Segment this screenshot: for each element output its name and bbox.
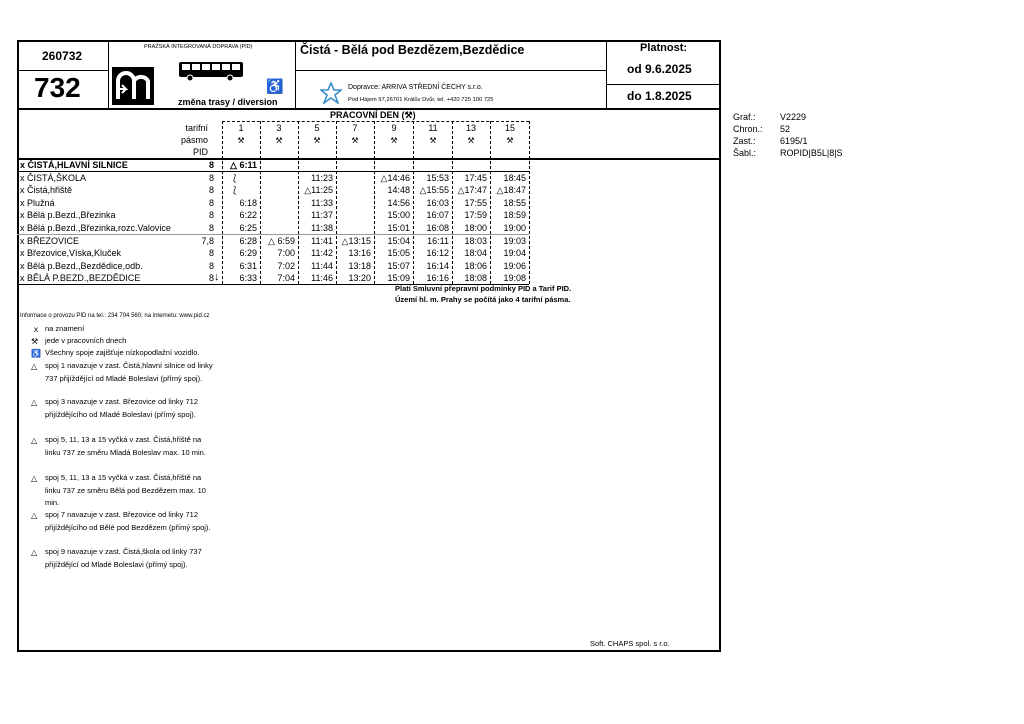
table-header-divider — [17, 158, 721, 160]
departure-time: △ 6:59 — [268, 236, 295, 246]
note-text: spoj 1 navazuje v zast. Čistá,hlavní silnice od linky 737 přijíždějící od Mladé Boleslavi (přímý spoj). — [45, 361, 213, 383]
departure-time: 6:18 — [239, 198, 257, 208]
departure-time: 11:41 — [311, 236, 333, 246]
departure-time: 11:44 — [311, 261, 333, 271]
line-id-sep — [17, 70, 108, 71]
departure-time: 11:37 — [311, 210, 333, 220]
stop-name: x Bělá p.Bezd.,Bezdědice,odb. — [20, 261, 143, 271]
stop-name: x Čistá,hřiště — [20, 185, 73, 195]
trip-workday-icon: ⚒ — [237, 136, 245, 145]
meta-key: Zast.: — [733, 136, 756, 146]
departure-time: 11:42 — [311, 248, 333, 258]
departure-time: 16:03 — [426, 198, 449, 208]
departure-time: 15:07 — [387, 261, 410, 271]
departure-time: 18:00 — [464, 223, 487, 233]
departure-time: △18:47 — [496, 185, 526, 195]
trip-workday-icon: ⚒ — [390, 136, 398, 145]
stop-zone: 8 — [208, 173, 214, 183]
trip-number: 11 — [428, 123, 438, 133]
operator-logo-icon — [320, 82, 342, 104]
departure-time: △14:46 — [380, 173, 410, 183]
stop-zone: 8 — [208, 248, 214, 258]
end-arrow-icon: ↓ — [214, 271, 220, 283]
note-text: spoj 7 navazuje v zast. Březovice od linky 712 přijíždějícího od Bělé pod Bezdězem (přímý spoj). — [45, 510, 211, 532]
departure-time: 18:59 — [503, 210, 526, 220]
trip-number: 1 — [238, 123, 244, 133]
zone-header-3: PID — [192, 147, 208, 157]
bus-icon — [178, 60, 244, 82]
trip-number: 13 — [465, 123, 476, 133]
trip-workday-icon: ⚒ — [429, 136, 437, 145]
departure-time: 11:33 — [311, 198, 333, 208]
legend-text-workday: jede v pracovních dnech — [45, 336, 127, 345]
pid-logo-icon — [112, 67, 154, 105]
stop-name: x Plužná — [20, 198, 55, 208]
departure-time: △17:47 — [457, 185, 487, 195]
diversion-note: změna trasy / diversion — [178, 97, 278, 107]
departure-time: 18:03 — [464, 236, 487, 246]
trip-workday-icon: ⚒ — [506, 136, 514, 145]
column-separator — [490, 121, 491, 284]
trip-workday-icon: ⚒ — [313, 136, 321, 145]
departure-time: 6:25 — [239, 223, 257, 233]
stop-name: x BŘEZOVICE — [20, 236, 80, 246]
departure-time: 19:00 — [503, 223, 526, 233]
departure-time: 16:16 — [426, 273, 449, 283]
departure-time: △11:25 — [304, 185, 333, 195]
departure-time: 15:01 — [387, 223, 410, 233]
departure-time: 6:22 — [239, 210, 257, 220]
day-header: PRACOVNÍ DEN (⚒) — [330, 110, 416, 120]
departure-time: 6:33 — [239, 273, 257, 283]
validity-sep — [606, 84, 721, 85]
departure-time: 17:55 — [464, 198, 487, 208]
legend-text-lowfloor: Všechny spoje zajišťuje nízkopodlažní vozidlo. — [45, 348, 200, 357]
line-id: 260732 — [42, 49, 83, 63]
note-text: spoj 5, 11, 13 a 15 vyčká v zast. Čistá,hřiště na linku 737 ze směru Mladá Boleslav max. 10 min. — [45, 435, 206, 457]
meta-key: Chron.: — [733, 124, 763, 134]
stop-zone: 8 — [208, 223, 214, 233]
note-triangle-icon: △ — [31, 548, 38, 557]
departure-time: 14:48 — [387, 185, 410, 195]
departure-time: 17:59 — [464, 210, 487, 220]
departure-time: 11:23 — [311, 173, 333, 183]
wheelchair-icon: ♿ — [266, 78, 284, 94]
info-line: Informace o provozu PID na tel.: 234 704 560; na internetu: www.pid.cz — [20, 313, 210, 319]
legend-symbol-workday-icon: ⚒ — [31, 337, 39, 346]
stop-zone: 8 — [208, 273, 214, 283]
header-sep-1 — [108, 40, 109, 108]
departure-time: 13:16 — [348, 248, 371, 258]
departure-time: 7:02 — [277, 261, 295, 271]
column-separator — [260, 121, 261, 284]
departure-time: △15:55 — [419, 185, 449, 195]
operator-address: Pod Hájem 97,26701 Králův Dvůr, tel. +420 725 100 725 — [348, 97, 494, 103]
departure-time: 15:04 — [387, 236, 410, 246]
column-separator — [374, 121, 375, 284]
departure-time: 15:00 — [387, 210, 410, 220]
departure-time: 15:09 — [387, 273, 410, 283]
departure-time: 16:08 — [426, 223, 449, 233]
note-text: spoj 3 navazuje v zast. Březovice od linky 712 přijíždějícího od Mladé Boleslavi (přímý spoj). — [45, 397, 198, 419]
column-separator — [413, 121, 414, 284]
departure-time: 6:29 — [239, 248, 257, 258]
departure-time: ⟅ — [233, 185, 237, 195]
meta-key: Graf.: — [733, 112, 756, 122]
network-name: PRAŽSKÁ INTEGROVANÁ DOPRAVA (PID) — [144, 44, 253, 50]
line-number: 732 — [34, 72, 81, 103]
departure-time: 18:45 — [503, 173, 526, 183]
note-triangle-icon: △ — [31, 511, 38, 520]
trip-number: 7 — [352, 123, 358, 133]
zone-header-2: pásmo — [180, 135, 208, 145]
meta-value: 52 — [780, 124, 791, 134]
departure-time: 15:05 — [387, 248, 410, 258]
departure-time: 16:07 — [426, 210, 449, 220]
legend-symbol-x: x — [34, 325, 38, 334]
route-title: Čistá - Bělá pod Bezdězem,Bezdědice — [300, 43, 525, 57]
valid-to: do 1.8.2025 — [627, 89, 692, 103]
departure-time: 19:08 — [503, 273, 526, 283]
operator-name: Dopravce: ARRIVA STŘEDNÍ ČECHY s.r.o. — [348, 84, 483, 91]
note-triangle-icon: △ — [31, 362, 38, 371]
zone-header-1: tarifní — [185, 123, 208, 133]
departure-time: △ 6:11 — [230, 160, 257, 170]
title-sep — [295, 70, 606, 71]
departure-time: 13:18 — [348, 261, 371, 271]
departure-time: 18:06 — [464, 261, 487, 271]
departure-time: 18:08 — [464, 273, 487, 283]
note-text: spoj 9 navazuje v zast. Čistá,škola od linky 737 přijíždějící od Mladé Boleslavi (přímý spoj). — [45, 547, 202, 569]
valid-from: od 9.6.2025 — [627, 62, 692, 76]
trip-number: 9 — [391, 123, 397, 133]
departure-time: 19:03 — [503, 236, 526, 246]
note-triangle-icon: △ — [31, 474, 38, 483]
stop-name: x BĚLÁ P.BEZD.,BEZDĚDICE — [20, 273, 141, 283]
departure-time: 6:31 — [239, 261, 257, 271]
meta-value: 6195/1 — [780, 136, 808, 146]
departure-time: 15:53 — [426, 173, 449, 183]
departure-time: 16:14 — [426, 261, 449, 271]
note-triangle-icon: △ — [31, 398, 38, 407]
day-header-line — [222, 121, 529, 122]
departure-time: 6:28 — [239, 236, 257, 246]
stop-zone: 8 — [208, 198, 214, 208]
departure-time: 11:38 — [311, 223, 333, 233]
column-separator — [529, 121, 530, 284]
note-triangle-icon: △ — [31, 436, 38, 445]
trip-workday-icon: ⚒ — [467, 136, 475, 145]
header-sep-3 — [606, 40, 607, 108]
stop-zone: 8 — [208, 160, 214, 170]
trip-number: 5 — [314, 123, 320, 133]
departure-time: 19:06 — [503, 261, 526, 271]
footer-software: Soft. CHAPS spol. s r.o. — [590, 639, 670, 648]
meta-key: Šabl.: — [733, 148, 757, 158]
validity-label: Platnost: — [640, 42, 688, 54]
trip-workday-icon: ⚒ — [275, 136, 283, 145]
departure-time: 7:00 — [277, 248, 295, 258]
departure-time: 18:04 — [464, 248, 487, 258]
legend-symbol-wheelchair-icon: ♿ — [31, 349, 41, 358]
header-sep-2 — [295, 40, 296, 108]
trip-number: 15 — [504, 123, 515, 133]
departure-time: 19:04 — [503, 248, 526, 258]
departure-time: 14:56 — [387, 198, 410, 208]
departure-time: 11:46 — [311, 273, 333, 283]
tariff-line-1: Platí Smluvní přepravní podmínky PID a Tarif PID. — [395, 284, 572, 293]
departure-time: 13:20 — [348, 273, 371, 283]
departure-time: 18:55 — [503, 198, 526, 208]
stop-name: x ČISTÁ,HLAVNÍ SILNICE — [20, 160, 128, 170]
row-divider-brezovice — [17, 234, 529, 235]
meta-value: ROPID|B5L|8|S — [780, 148, 843, 158]
departure-time: ⟅ — [233, 173, 237, 183]
departure-time: 17:45 — [464, 173, 487, 183]
departure-time: 16:12 — [426, 248, 449, 258]
stop-name: x Bělá p.Bezd.,Březinka — [20, 210, 116, 220]
departure-time: 16:11 — [427, 236, 449, 246]
departure-time: △13:15 — [341, 236, 371, 246]
column-separator — [336, 121, 337, 284]
tariff-line-2: Území hl. m. Prahy se počítá jako 4 tarifní pásma. — [395, 295, 571, 304]
stop-zone: 8 — [208, 185, 214, 195]
stop-zone: 7,8 — [201, 236, 214, 246]
stop-zone: 8 — [208, 261, 214, 271]
stop-name: x Březovice,Víska,Kluček — [20, 248, 122, 258]
trip-number: 3 — [276, 123, 282, 133]
stop-name: x ČISTÁ,ŠKOLA — [20, 173, 87, 183]
note-text: spoj 5, 11, 13 a 15 vyčká v zast. Čistá,hřiště na linku 737 ze směru Bělá pod Bezdězem max. 10 min. — [45, 473, 206, 508]
stop-name: x Bělá p.Bezd.,Březinka,rozc.Valovice — [20, 223, 171, 233]
trip-workday-icon: ⚒ — [351, 136, 359, 145]
legend-text-x: na znamení — [45, 324, 85, 333]
first-row-divider — [17, 171, 529, 172]
meta-value: V2229 — [780, 112, 807, 122]
stop-zone: 8 — [208, 210, 214, 220]
departure-time: 7:04 — [277, 273, 295, 283]
